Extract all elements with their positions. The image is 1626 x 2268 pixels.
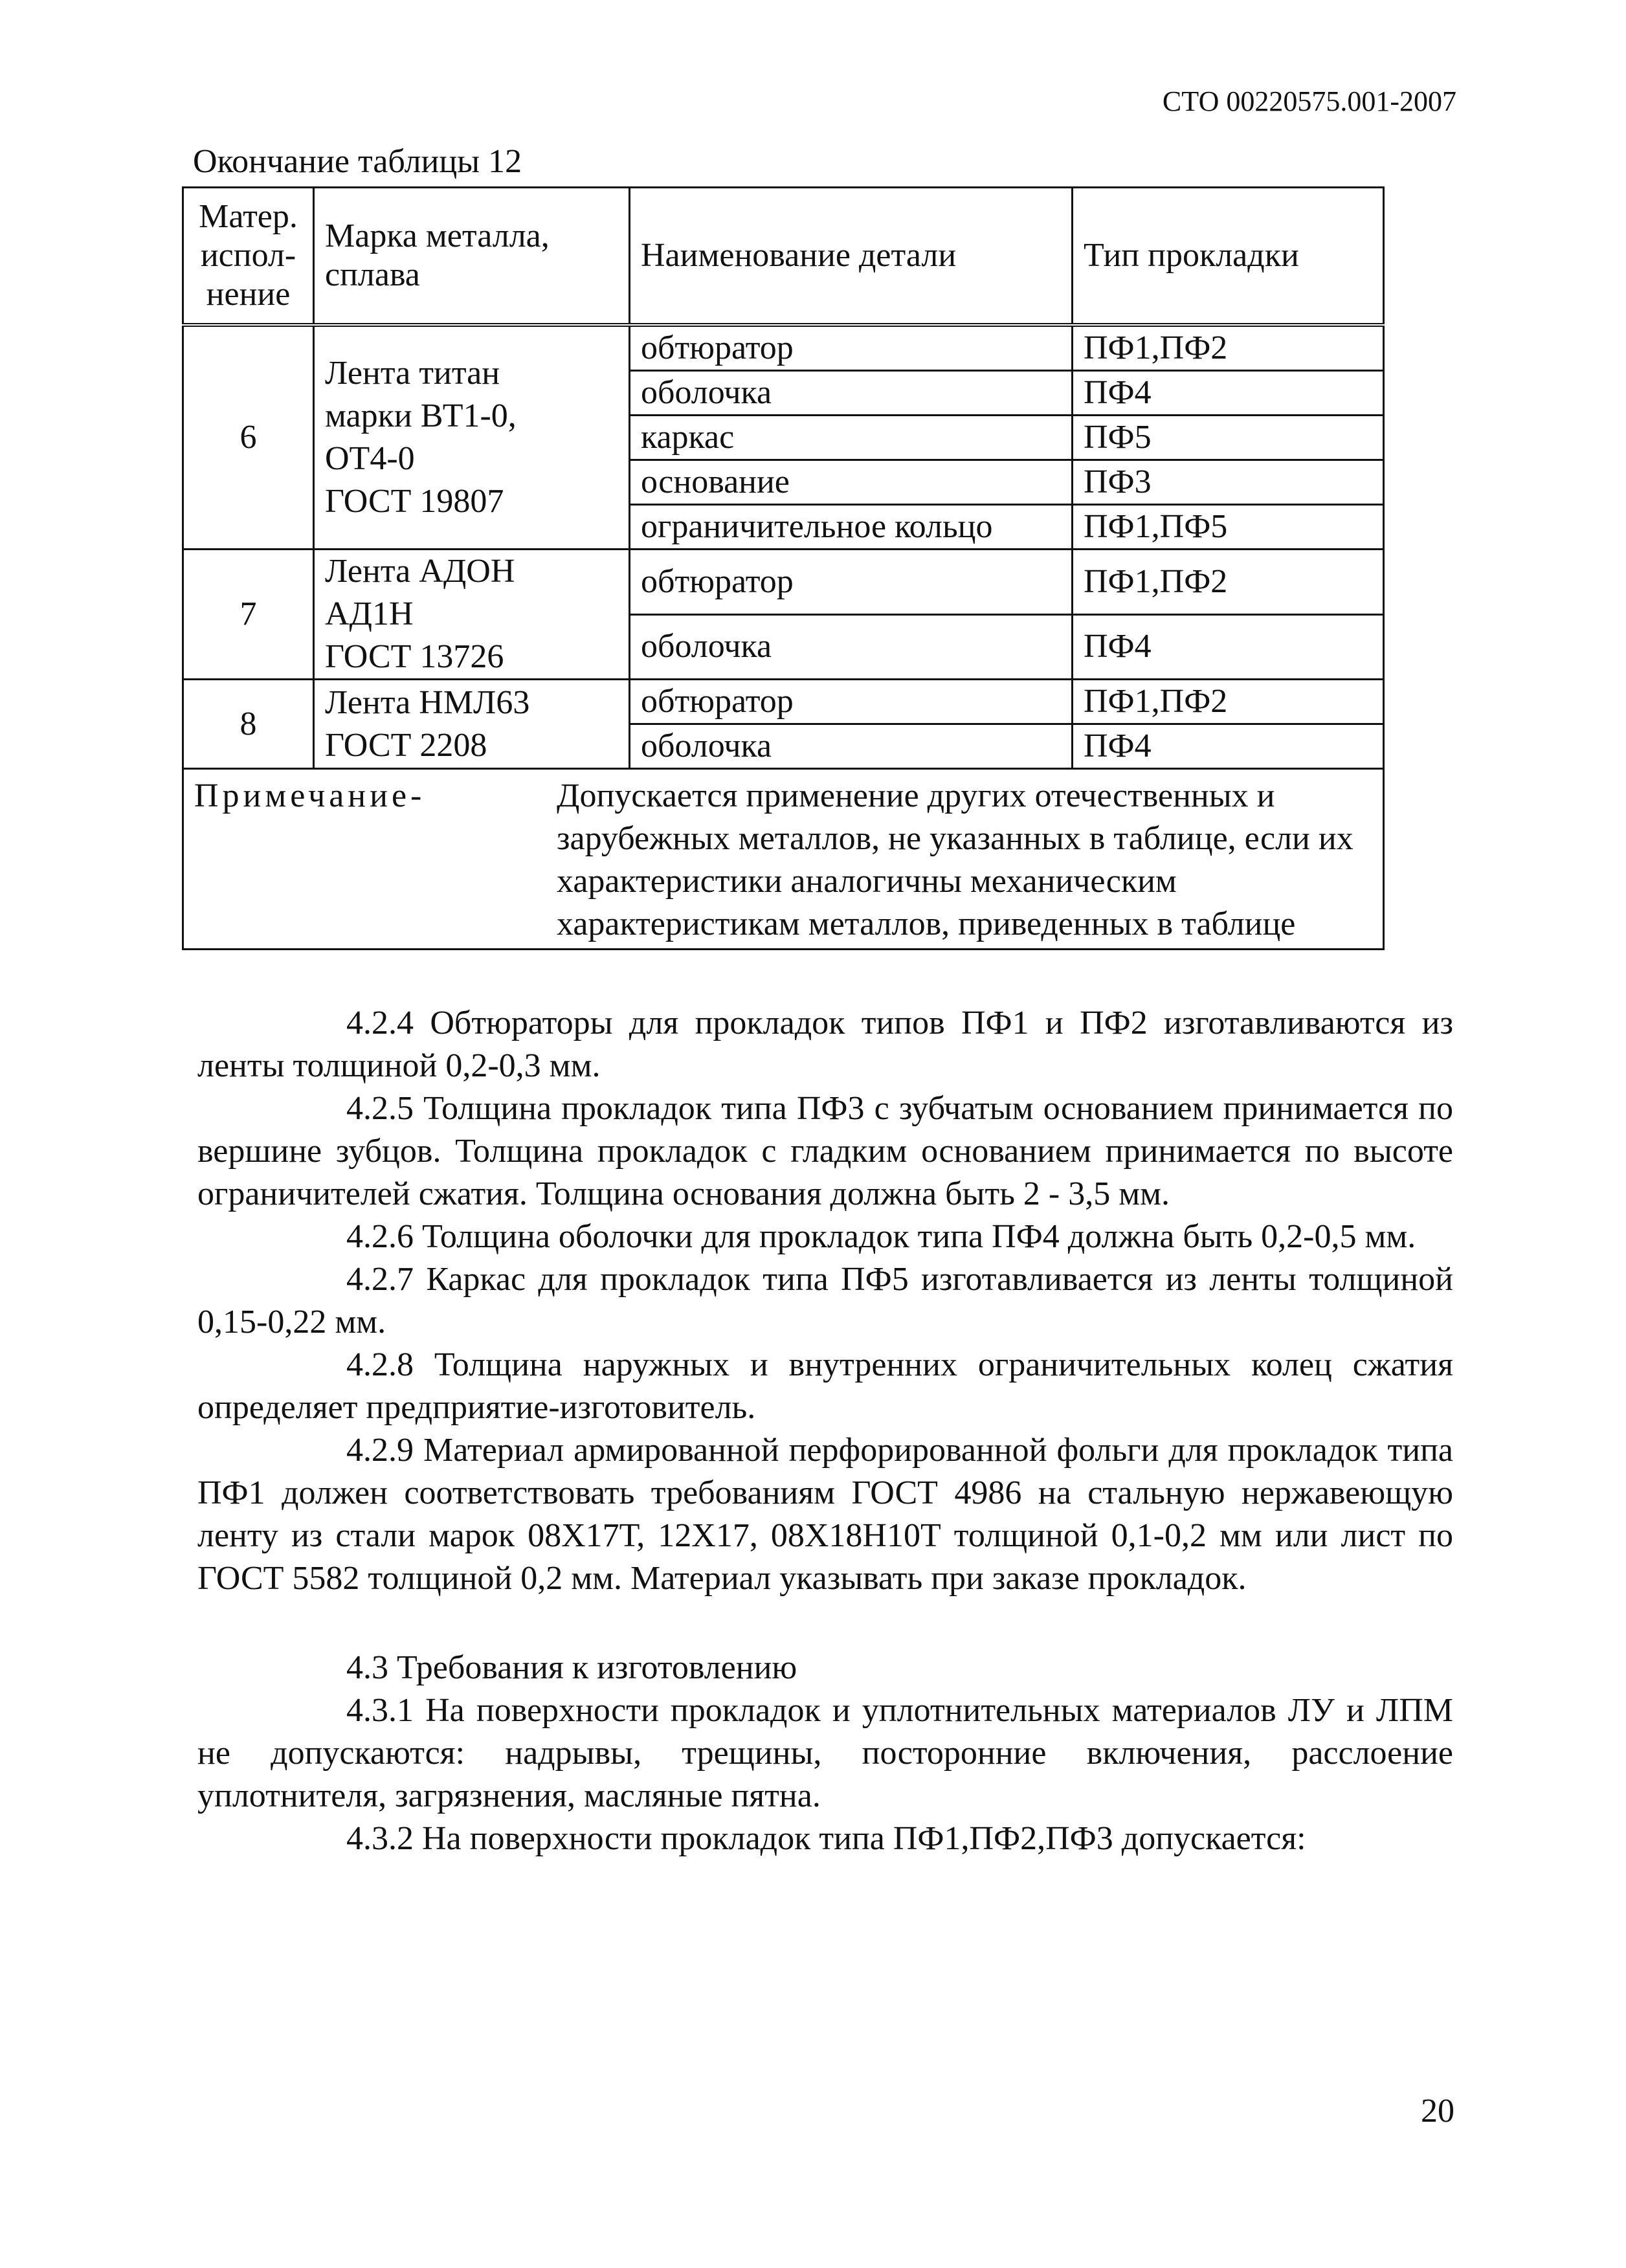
part-cell: обтюратор [630, 680, 1073, 724]
part-cell: оболочка [630, 614, 1073, 680]
part-cell: обтюратор [630, 550, 1073, 615]
paragraph: 4.2.5 Толщина прокладок типа ПФ3 с зубчатым основанием принимается по вершине зубцов. Толщина прокладок с гладким основанием принимается по высоте ограничителей сжатия. Толщина основания должна быть 2 - 3,5 мм. [197, 1090, 1453, 1212]
paragraph: 4.3.2 На поверхности прокладок типа ПФ1,ПФ2,ПФ3 допускается: [346, 1820, 1306, 1857]
header-execution: Матер. испол- нение [183, 188, 314, 326]
table-row [183, 325, 1384, 371]
part-cell: оболочка [630, 371, 1073, 416]
header-part: Наименование детали [630, 188, 1073, 326]
mark-cell [314, 325, 630, 550]
table-body [183, 325, 1384, 769]
paragraph: 4.3.1 На поверхности прокладок и уплотнительных материалов ЛУ и ЛПМ не допускаются: надрывы, трещины, посторонние включения, расслоение уплотнителя, загрязнения, масляные пятна. [197, 1692, 1453, 1814]
mark-line: Лента НМЛ63 [325, 684, 530, 721]
paragraph: 4.2.7 Каркас для прокладок типа ПФ5 изготавливается из ленты толщиной 0,15-0,22 мм. [197, 1261, 1453, 1340]
mark-line: ГОСТ 13726 [325, 638, 504, 675]
table-header-row [183, 188, 1384, 326]
gasket-type-cell: ПФ1,ПФ2 [1073, 550, 1384, 615]
materials-table [182, 186, 1385, 950]
gasket-type-cell: ПФ4 [1073, 614, 1384, 680]
document-code: СТО 00220575.001-2007 [1162, 85, 1456, 117]
mark-line: Лента титан [325, 355, 500, 392]
execution-cell: 8 [183, 680, 314, 769]
note-text: Допускается применение других отечественных и зарубежных металлов, не указанных в таблице, если их характеристики аналогичны механическим характеристикам металлов, приведенных в таблице [557, 777, 1353, 942]
table-row [183, 680, 1384, 724]
gasket-type-cell: ПФ1,ПФ2 [1073, 325, 1384, 371]
gasket-type-cell: ПФ1,ПФ2 [1073, 680, 1384, 724]
table-note [183, 769, 1384, 950]
header-gasket-type: Тип прокладки [1073, 188, 1384, 326]
header-mark: Марка металла, сплава [314, 188, 630, 326]
part-cell: ограничительное кольцо [630, 505, 1073, 550]
note-label: Примечание- [194, 777, 426, 814]
page-number: 20 [1421, 2093, 1454, 2129]
paragraph: 4.2.4 Обтюраторы для прокладок типов ПФ1 и ПФ2 изготавливаются из ленты толщиной 0,2-0,3 мм. [197, 1005, 1453, 1084]
part-cell: каркас [630, 416, 1073, 460]
mark-cell [314, 680, 630, 769]
section-heading: 4.3 Требования к изготовлению [346, 1649, 797, 1686]
part-cell: основание [630, 460, 1073, 505]
paragraph: 4.2.8 Толщина наружных и внутренних ограничительных колец сжатия определяет предприятие-изготовитель. [197, 1346, 1453, 1426]
execution-cell: 7 [183, 550, 314, 680]
mark-line: Лента АДОН [325, 553, 515, 590]
paragraph: 4.2.6 Толщина оболочки для прокладок типа ПФ4 должна быть 0,2-0,5 мм. [346, 1218, 1416, 1255]
table-note-row [183, 769, 1384, 950]
gasket-type-cell: ПФ3 [1073, 460, 1384, 505]
gasket-type-cell: ПФ1,ПФ5 [1073, 505, 1384, 550]
mark-line: ГОСТ 19807 [325, 483, 504, 520]
execution-cell: 6 [183, 325, 314, 550]
mark-line: АД1Н [325, 595, 414, 632]
mark-line: ОТ4-0 [325, 440, 415, 477]
gasket-type-cell: ПФ4 [1073, 724, 1384, 769]
paragraph: 4.2.9 Материал армированной перфорированной фольги для прокладок типа ПФ1 должен соответствовать требованиям ГОСТ 4986 на стальную нержавеющую ленту из стали марок 08Х17Т, 12Х17, 08Х18Н10Т толщиной 0,1-0,2 мм или лист по ГОСТ 5582 толщиной 0,2 мм. Материал указывать при заказе прокладок. [197, 1432, 1453, 1597]
gasket-type-cell: ПФ4 [1073, 371, 1384, 416]
mark-line: марки ВТ1-0, [325, 397, 517, 434]
mark-cell [314, 550, 630, 680]
mark-line: ГОСТ 2208 [325, 726, 487, 764]
gasket-type-cell: ПФ5 [1073, 416, 1384, 460]
table-caption: Окончание таблицы 12 [193, 143, 522, 180]
part-cell: оболочка [630, 724, 1073, 769]
table-row [183, 550, 1384, 615]
part-cell: обтюратор [630, 325, 1073, 371]
body-text [197, 1002, 1453, 1860]
